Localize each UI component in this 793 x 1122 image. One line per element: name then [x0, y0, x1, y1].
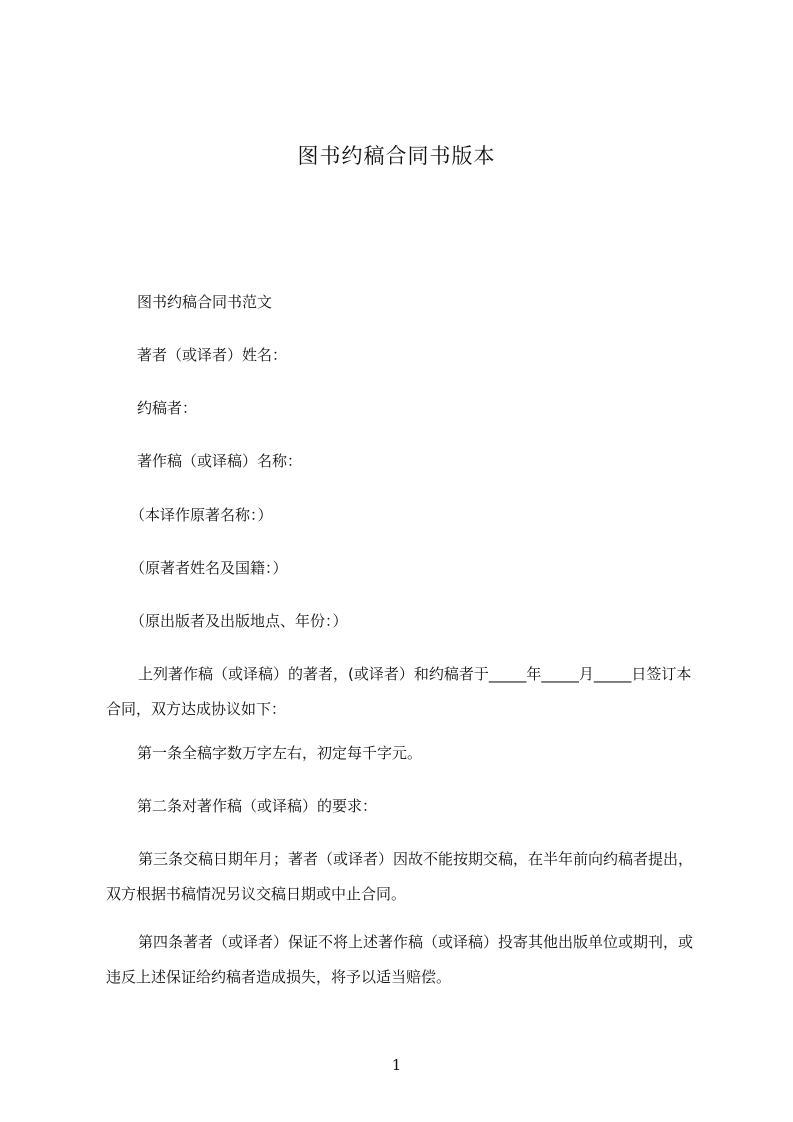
- paragraph-original-author: （原著者姓名及国籍：）: [130, 559, 288, 577]
- paragraph-article-1: 第一条全稿字数万字左右，初定每千字元。: [137, 744, 423, 762]
- paragraph-subtitle: 图书约稿合同书范文: [137, 293, 273, 311]
- paragraph-article-4: [106, 925, 700, 995]
- paragraph-original-publisher: （原出版者及出版地点、年份：）: [130, 612, 348, 630]
- paragraph-article-2: 第二条对著作稿（或译稿）的要求：: [137, 797, 378, 815]
- paragraph-article-4-text: 第四条著者（或译者）保证不将上述著作稿（或译稿）投寄其他出版单位或期刊，或违反上述保证给约稿者造成损失，将予以适当赔偿。: [106, 933, 694, 986]
- paragraph-author-name: 著者（或译者）姓名：: [137, 346, 288, 364]
- paragraph-preamble-text: 上列著作稿（或译稿）的著者，(或译者）和约稿者于_____年_____月_____日签订本合同，双方达成协议如下：: [106, 665, 692, 718]
- paragraph-preamble: [106, 657, 700, 727]
- paragraph-article-3-text: 第三条交稿日期年月；著者（或译者）因故不能按期交稿，在半年前向约稿者提出，双方根据书稿情况另议交稿日期或中止合同。: [106, 850, 694, 903]
- paragraph-original-title: （本译作原著名称：）: [130, 506, 273, 524]
- paragraph-work-title: 著作稿（或译稿）名称：: [137, 452, 303, 470]
- paragraph-commissioner: 约稿者：: [137, 399, 198, 417]
- paragraph-article-3: [106, 842, 700, 912]
- page-number: 1: [391, 1056, 402, 1074]
- document-title: 图书约稿合同书版本: [297, 144, 496, 168]
